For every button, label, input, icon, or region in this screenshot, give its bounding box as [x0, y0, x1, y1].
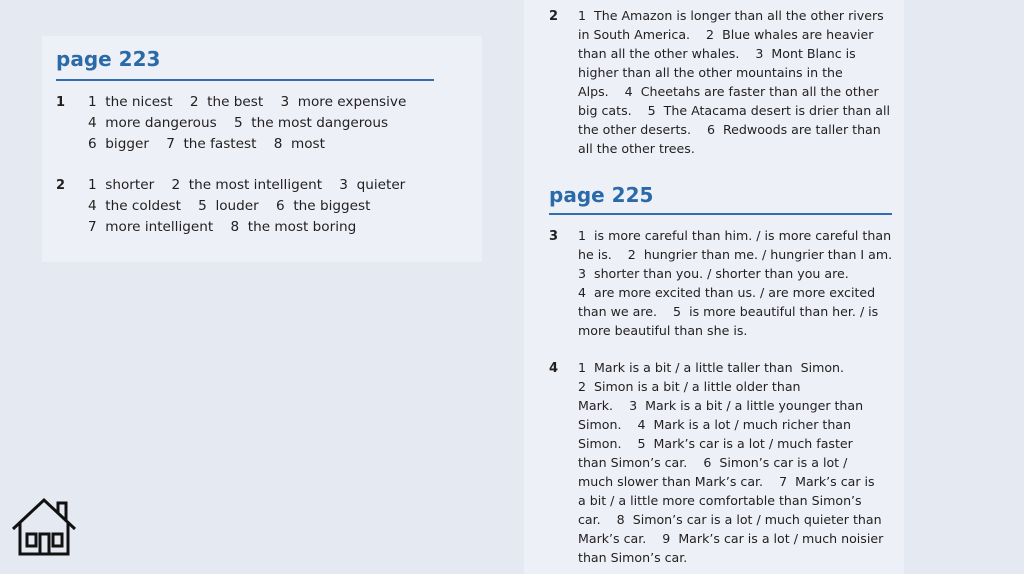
- answer-line: 1 the nicest 2 the best 3 more expensive: [88, 94, 407, 110]
- answer-line: car. 8 Simon’s car is a lot / much quieter than: [578, 512, 882, 527]
- answer-line: a bit / a little more comfortable than Simon’s: [578, 493, 862, 508]
- home-button[interactable]: [10, 496, 78, 558]
- exercise-4-number: 4: [549, 361, 559, 376]
- answer-line: 2 Simon is a bit / a little older than: [578, 379, 801, 394]
- answer-line: Simon. 5 Mark’s car is a lot / much faster: [578, 436, 853, 451]
- answer-line: Mark’s car. 9 Mark’s car is a lot / much noisier: [578, 531, 884, 546]
- answer-line: more beautiful than she is.: [578, 323, 748, 338]
- page-225-rule: [549, 213, 892, 215]
- answer-line: 7 more intelligent 8 the most boring: [88, 219, 357, 235]
- answer-line: 1 shorter 2 the most intelligent 3 quieter: [88, 177, 406, 193]
- home-icon: [10, 496, 78, 558]
- answer-line: 1 The Amazon is longer than all the other rivers: [578, 8, 884, 23]
- answer-line: 6 bigger 7 the fastest 8 most: [88, 136, 325, 152]
- exercise-2-number: 2: [56, 178, 66, 193]
- answer-line: higher than all the other mountains in the: [578, 65, 843, 80]
- page-223-heading: page 223: [56, 47, 161, 71]
- answer-line: than all the other whales. 3 Mont Blanc is: [578, 46, 856, 61]
- answer-line: big cats. 5 The Atacama desert is drier than all: [578, 103, 890, 118]
- answer-line: 4 are more excited than us. / are more excited: [578, 285, 876, 300]
- exercise-3-number: 3: [549, 229, 559, 244]
- answer-line: than we are. 5 is more beautiful than her. / is: [578, 304, 879, 319]
- answer-line: 3 shorter than you. / shorter than you are.: [578, 266, 849, 281]
- page-225-heading: page 225: [549, 183, 654, 207]
- answer-line: 1 is more careful than him. / is more careful than: [578, 228, 892, 243]
- answer-line: 4 the coldest 5 louder 6 the biggest: [88, 198, 371, 214]
- answer-line: much slower than Mark’s car. 7 Mark’s car is: [578, 474, 875, 489]
- answer-line: than Simon’s car. 6 Simon’s car is a lot /: [578, 455, 848, 470]
- answer-line: the other deserts. 6 Redwoods are taller than: [578, 122, 881, 137]
- answer-line: he is. 2 hungrier than me. / hungrier than I am.: [578, 247, 893, 262]
- answer-line: in South America. 2 Blue whales are heavier: [578, 27, 874, 42]
- answer-line: all the other trees.: [578, 141, 695, 156]
- answer-line: 4 more dangerous 5 the most dangerous: [88, 115, 389, 131]
- answer-line: Alps. 4 Cheetahs are faster than all the other: [578, 84, 879, 99]
- answer-line: than Simon’s car.: [578, 550, 688, 565]
- answer-line: Mark. 3 Mark is a bit / a little younger than: [578, 398, 864, 413]
- answer-line: 1 Mark is a bit / a little taller than Simon.: [578, 360, 845, 375]
- exercise-1-number: 1: [56, 95, 66, 110]
- page-223-rule: [56, 79, 434, 81]
- answer-line: Simon. 4 Mark is a lot / much richer than: [578, 417, 852, 432]
- exercise-2-number-right: 2: [549, 9, 559, 24]
